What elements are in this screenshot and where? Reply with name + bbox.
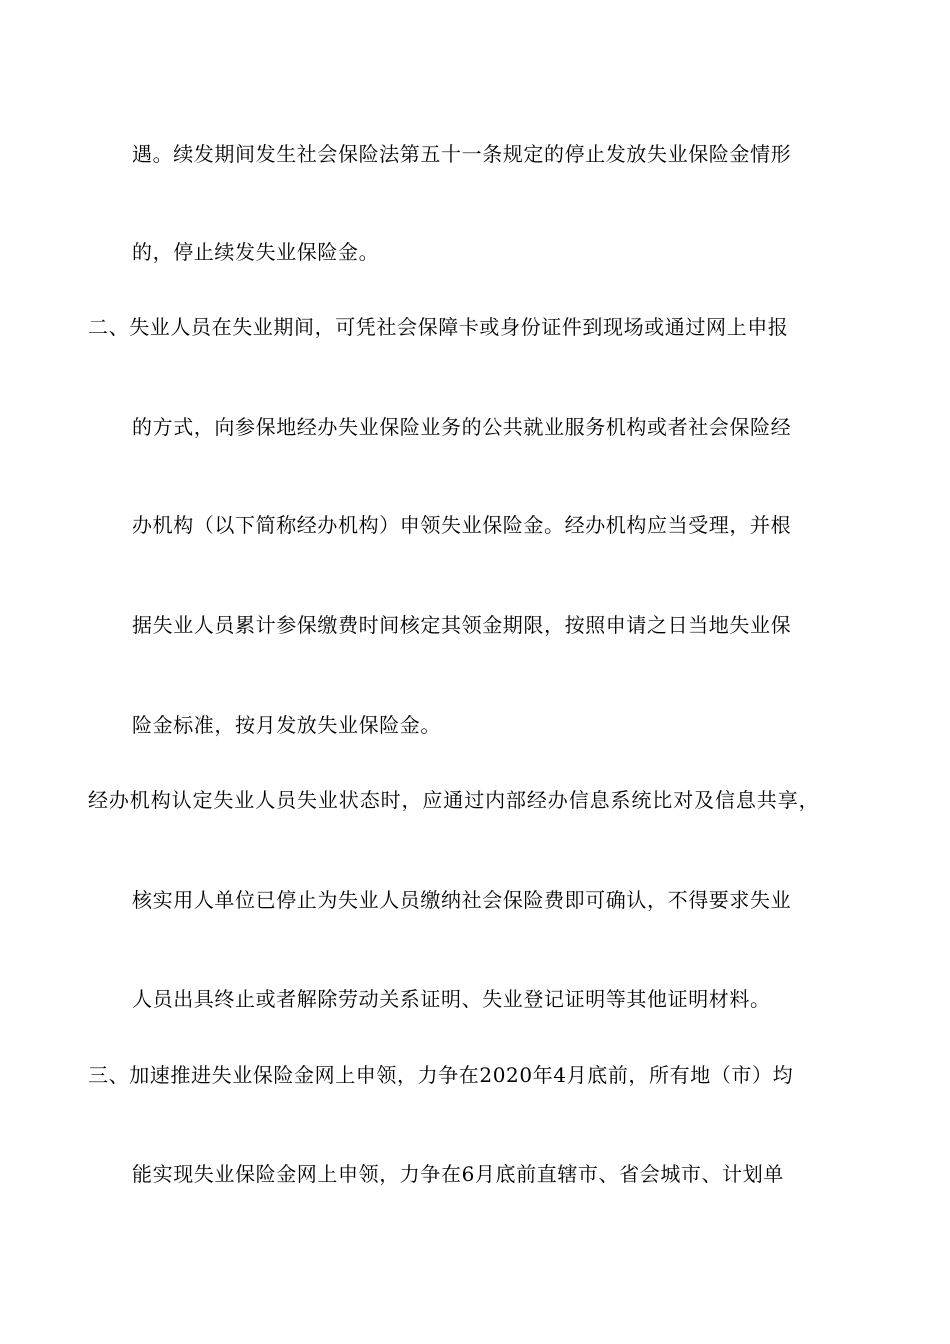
paragraph-line: 能实现失业保险金网上申领，力争在6月底前直辖市、省会城市、计划单 [132,1162,784,1186]
paragraph-line: 据失业人员累计参保缴费时间核定其领金期限，按照申请之日当地失业保 [132,613,792,637]
paragraph-line: 险金标准，按月发放失业保险金。 [132,713,441,737]
paragraph-line: 的，停止续发失业保险金。 [132,240,380,264]
paragraph-line: 经办机构认定失业人员失业状态时，应通过内部经办信息系统比对及信息共享， [88,788,820,812]
paragraph-line: 的方式，向参保地经办失业保险业务的公共就业服务机构或者社会保险经 [132,415,792,439]
section-two-heading-line: 二、失业人员在失业期间，可凭社会保障卡或身份证件到现场或通过网上申报 [88,315,789,339]
paragraph-line: 核实用人单位已停止为失业人员缴纳社会保险费即可确认，不得要求失业 [132,888,792,912]
paragraph-line: 遇。续发期间发生社会保险法第五十一条规定的停止发放失业保险金情形 [132,142,792,166]
section-three-heading-line: 三、加速推进失业保险金网上申领，力争在2020年4月底前，所有地（市）均 [88,1063,794,1087]
paragraph-line: 办机构（以下简称经办机构）申领失业保险金。经办机构应当受理，并根 [132,513,792,537]
paragraph-line: 人员出具终止或者解除劳动关系证明、失业登记证明等其他证明材料。 [132,987,771,1011]
